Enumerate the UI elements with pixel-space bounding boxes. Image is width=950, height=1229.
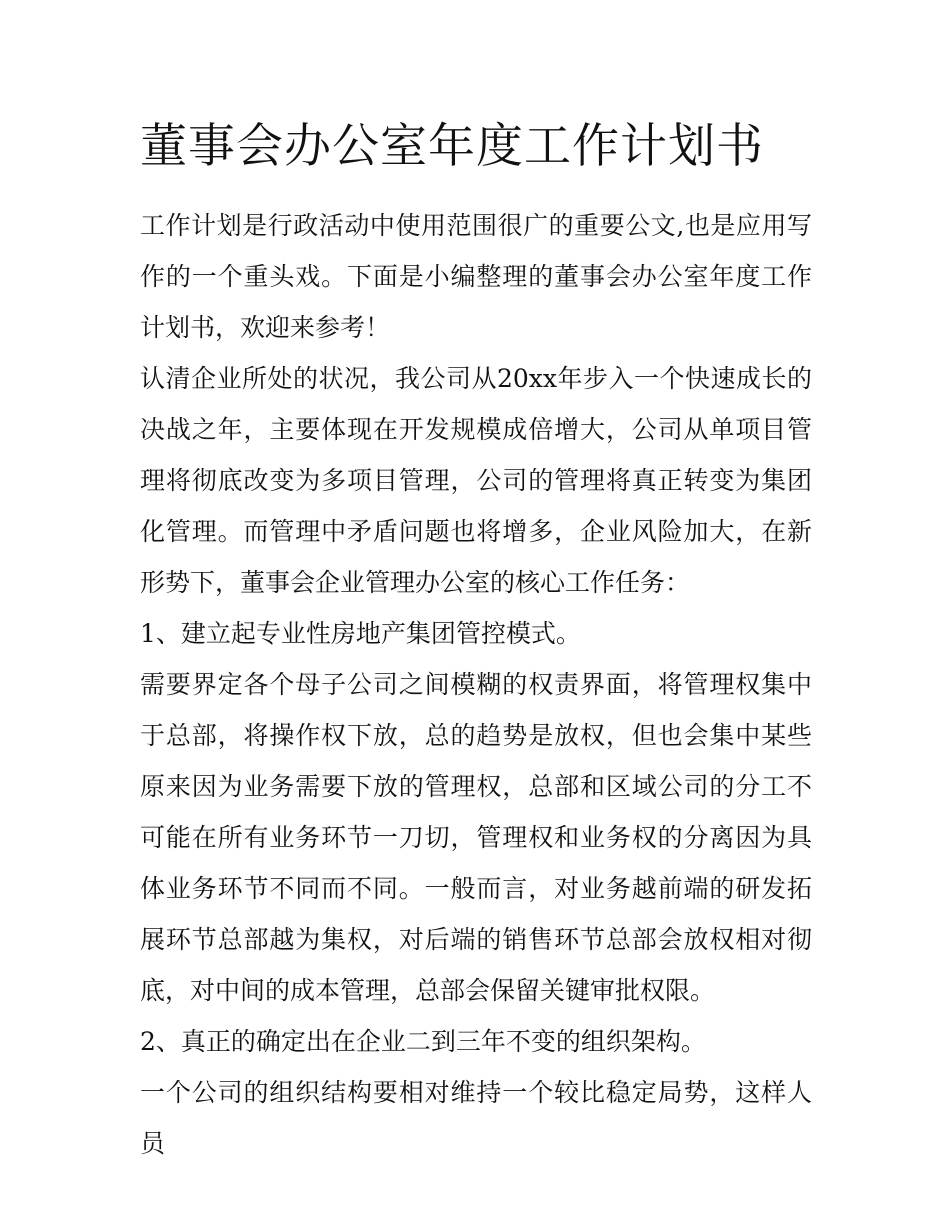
section-heading-2: 2、真正的确定出在企业二到三年不变的组织架构。 [140, 1027, 706, 1056]
section-heading-1: 1、建立起专业性房地产集团管控模式。 [140, 619, 581, 648]
document-title: 董事会办公室年度工作计划书 [140, 119, 764, 174]
paragraph-intro: 工作计划是行政活动中使用范围很广的重要公文,也是应用写作的一个重头戏。下面是小编整理的董事会办公室年度工作计划书，欢迎来参考！ [140, 211, 812, 342]
paragraph-situation: 认清企业所处的状况，我公司从20xx年步入一个快速成长的决战之年，主要体现在开发规模成倍增大，公司从单项目管理将彻底改变为多项目管理，公司的管理将真正转变为集团化管理。而管理中矛盾问题也将增多，企业风险加大，在新形势下，董事会企业管理办公室的核心工作任务： [140, 364, 812, 597]
document-body [140, 200, 812, 1169]
paragraph-section-1: 需要界定各个母子公司之间模糊的权责界面，将管理权集中于总部，将操作权下放，总的趋势是放权，但也会集中某些原来因为业务需要下放的管理权，总部和区域公司的分工不可能在所有业务环节一刀切，管理权和业务权的分离因为具体业务环节不同而不同。一般而言，对业务越前端的研发拓展环节总部越为集权，对后端的销售环节总部会放权相对彻底，对中间的成本管理，总部会保留关键审批权限。 [140, 670, 812, 1005]
paragraph-section-2: 一个公司的组织结构要相对维持一个较比稳定局势，这样人员 [140, 1078, 812, 1158]
